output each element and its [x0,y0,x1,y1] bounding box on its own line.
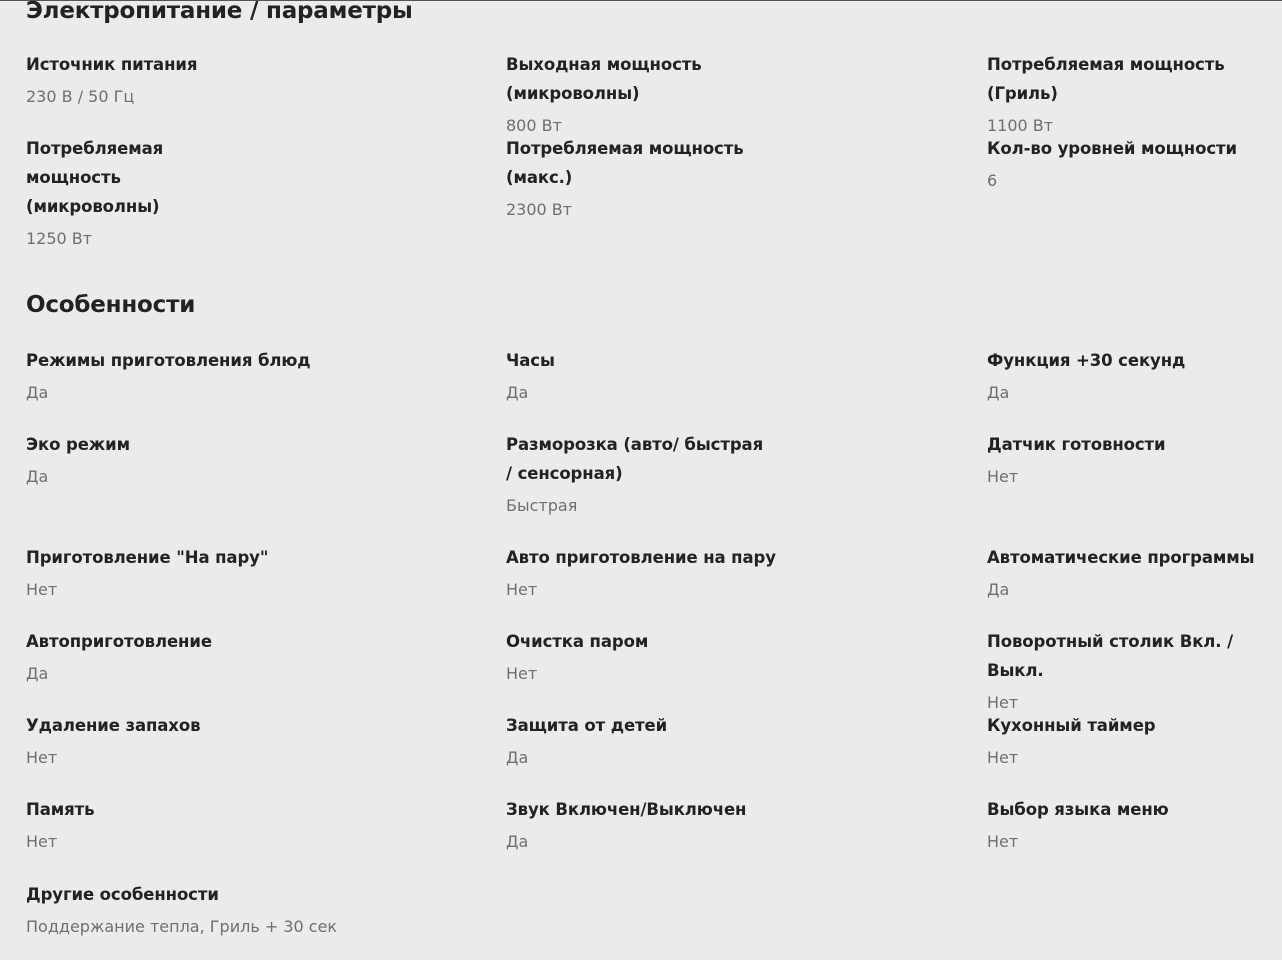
spec-value: Поддержание тепла, Гриль + 30 сек [26,917,338,936]
spec-value: Нет [26,748,58,767]
spec-value: Нет [987,832,1019,851]
spec-value: Быстрая [506,496,578,515]
spec-output-power [506,50,806,137]
spec-grill-power [987,50,1277,137]
spec-value: Нет [26,832,58,851]
spec-value: Да [26,383,49,402]
spec-value: Да [987,580,1010,599]
spec-label: Датчик готовности [987,435,1166,454]
spec-value: 1100 Вт [987,116,1054,135]
spec-label: Автоматические программы [987,548,1255,567]
spec-label: Эко режим [26,435,130,454]
spec-label: Потребляемая мощность (Гриль) [987,55,1225,103]
spec-value: 2300 Вт [506,200,573,219]
spec-defrost [506,430,766,517]
spec-label: Часы [506,351,555,370]
spec-label: Функция +30 секунд [987,351,1186,370]
spec-label: Потребляемая мощность (микроволны) [26,139,164,216]
spec-power-levels [987,134,1277,192]
spec-value: Нет [26,580,58,599]
spec-label: Другие особенности [26,885,219,904]
spec-label: Потребляемая мощность (макс.) [506,139,744,187]
spec-label: Кухонный таймер [987,716,1156,735]
spec-label: Режимы приготовления блюд [26,351,311,370]
spec-value: 230 В / 50 Гц [26,87,135,106]
spec-label: Поворотный столик Вкл. /Выкл. [987,632,1234,680]
spec-eco-mode [26,430,466,488]
spec-steam-clean [506,627,806,685]
spec-value: Да [506,832,529,851]
spec-auto-cook [26,627,466,685]
spec-value: Нет [987,748,1019,767]
spec-plus-30-seconds [987,346,1277,404]
section-title-features: Особенности [26,292,196,318]
spec-clock [506,346,806,404]
spec-value: Нет [506,664,538,683]
spec-label: Звук Включен/Выключен [506,800,747,819]
spec-sound-toggle [506,795,806,853]
spec-label: Выходная мощность (микроволны) [506,55,702,103]
spec-max-consumption [506,134,806,221]
spec-label: Автоприготовление [26,632,212,651]
spec-value: Нет [987,467,1019,486]
spec-odor-removal [26,711,466,769]
spec-value: Да [506,383,529,402]
spec-label: Память [26,800,95,819]
spec-value: Да [506,748,529,767]
section-title-power: Электропитание / параметры [26,0,413,24]
spec-value: Да [26,664,49,683]
spec-label: Разморозка (авто/ быстрая / сенсорная) [506,435,764,483]
spec-doneness-sensor [987,430,1277,488]
spec-label: Приготовление "На пару" [26,548,269,567]
spec-memory [26,795,466,853]
spec-value: Нет [987,693,1019,712]
spec-auto-steam-cooking [506,543,806,601]
spec-label: Удаление запахов [26,716,201,735]
spec-label: Выбор языка меню [987,800,1169,819]
spec-menu-language [987,795,1277,853]
spec-label: Кол-во уровней мощности [987,139,1237,158]
spec-microwave-consumption [26,134,256,250]
spec-label: Защита от детей [506,716,668,735]
spec-value: Нет [506,580,538,599]
spec-label: Авто приготовление на пару [506,548,776,567]
spec-kitchen-timer [987,711,1277,769]
spec-steam-cooking [26,543,466,601]
spec-turntable-toggle [987,627,1277,714]
spec-child-lock [506,711,806,769]
spec-value: 800 Вт [506,116,562,135]
spec-other-features [26,880,466,938]
spec-cooking-modes [26,346,466,404]
spec-value: 6 [987,171,998,190]
spec-value: Да [987,383,1010,402]
spec-label: Источник питания [26,55,198,74]
spec-value: 1250 Вт [26,229,93,248]
spec-label: Очистка паром [506,632,649,651]
spec-auto-programs [987,543,1277,601]
spec-power-source [26,50,466,108]
spec-value: Да [26,467,49,486]
